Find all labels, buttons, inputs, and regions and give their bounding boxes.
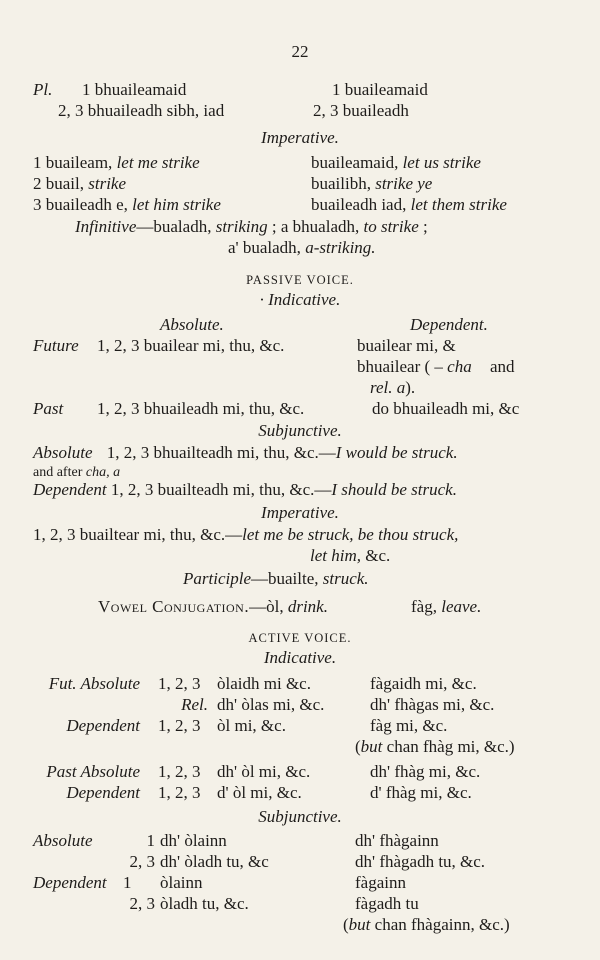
subj-dependent-label: Dependent bbox=[33, 873, 107, 892]
rel-text: dh' òlas mi, &c. bbox=[217, 695, 325, 714]
past-absolute-text: dh' òl mi, &c. bbox=[217, 762, 311, 781]
past-absolute-right: dh' fhàg mi, &c. bbox=[370, 762, 481, 781]
imperative-line-2-right: buailibh, strike ye bbox=[311, 174, 433, 193]
dependent-text: òl mi, &c. bbox=[217, 716, 286, 735]
subj-dependent-text-2: òladh tu, &c. bbox=[160, 894, 249, 913]
past-dependent-text: do bhuaileadh mi, &c bbox=[372, 399, 520, 418]
future-absolute-text: 1, 2, 3 buailear mi, thu, &c. bbox=[97, 336, 285, 355]
past-dependent-text: d' òl mi, &c. bbox=[217, 783, 302, 802]
subj-dependent-num-1: 1 bbox=[123, 873, 132, 892]
past-absolute-text: 1, 2, 3 bhuaileadh mi, thu, &c. bbox=[97, 399, 305, 418]
future-label: Future bbox=[33, 336, 79, 355]
subj-absolute-num-2: 2, 3 bbox=[129, 852, 155, 871]
fut-absolute-right: fàgaidh mi, &c. bbox=[370, 674, 477, 693]
subj-absolute-label: Absolute bbox=[33, 831, 93, 850]
subj-dependent-right-1: fàgainn bbox=[355, 873, 406, 892]
subj-absolute-right-2: dh' fhàgadh tu, &c. bbox=[355, 852, 486, 871]
past-absolute-label: Past Absolute bbox=[46, 762, 140, 781]
fut-absolute-nums: 1, 2, 3 bbox=[158, 674, 201, 693]
future-dependent-line-2: bhuailear ( – cha and bbox=[357, 357, 515, 376]
dependent-right: fàg mi, &c. bbox=[370, 716, 448, 735]
vowel-conjugation-line: Vowel Conjugation.—òl, drink. bbox=[98, 597, 328, 616]
subj-absolute-text-2: dh' òladh tu, &c bbox=[160, 852, 269, 871]
dependent-column-heading: Dependent. bbox=[410, 315, 488, 334]
imperative-line-1-left: 1 buaileam, let me strike bbox=[33, 153, 200, 172]
past-label: Past bbox=[33, 399, 64, 418]
participle-line: Participle—buailte, struck. bbox=[183, 569, 369, 588]
dependent-right-but: (but chan fhàg mi, &c.) bbox=[355, 737, 515, 756]
after-cha-note: and after cha, a bbox=[33, 465, 121, 480]
active-subjunctive-heading: Subjunctive. bbox=[258, 807, 342, 826]
subjunctive-dependent-line: Dependent 1, 2, 3 buailteadh mi, thu, &c.—I should be struck. bbox=[33, 480, 457, 499]
past-dependent-nums: 1, 2, 3 bbox=[158, 783, 201, 802]
fut-absolute-label: Fut. Absolute bbox=[48, 674, 140, 693]
plural-row1-right: 1 buaileamaid bbox=[332, 80, 428, 99]
subj-dependent-text-1: òlainn bbox=[160, 873, 203, 892]
imperative-line-2-left: 2 buail, strike bbox=[33, 174, 127, 193]
page-number: 22 bbox=[291, 42, 309, 61]
passive-imperative-heading: Imperative. bbox=[261, 503, 339, 522]
vowel-conjugation-right: fàg, leave. bbox=[411, 597, 482, 616]
imperative-line-3-right: buaileadh iad, let them strike bbox=[311, 195, 507, 214]
plural-row2-right: 2, 3 buaileadh bbox=[313, 101, 409, 120]
subjunctive-absolute-line: Absolute 1, 2, 3 bhuailteadh mi, thu, &c.—I would be struck. bbox=[33, 443, 458, 462]
imperative-line-1-right: buaileamaid, let us strike bbox=[311, 153, 481, 172]
subj-dependent-num-2: 2, 3 bbox=[129, 894, 155, 913]
passive-voice-heading: PASSIVE VOICE. bbox=[246, 273, 354, 287]
imperative-heading: Imperative. bbox=[261, 128, 339, 147]
subj-absolute-text-1: dh' òlainn bbox=[160, 831, 227, 850]
rel-label: Rel. bbox=[181, 695, 208, 714]
subj-dependent-right-3: (but chan fhàgainn, &c.) bbox=[343, 915, 510, 934]
plural-row1-left: 1 bhuaileamaid bbox=[82, 80, 187, 99]
subj-dependent-right-2: fàgadh tu bbox=[355, 894, 419, 913]
past-dependent-label: Dependent bbox=[66, 783, 140, 802]
passive-subjunctive-heading: Subjunctive. bbox=[258, 421, 342, 440]
infinitive-line-1: Infinitive—bualadh, striking ; a bhualadh, to strike ; bbox=[75, 217, 428, 236]
future-dependent-line-1: buailear mi, & bbox=[357, 336, 456, 355]
dependent-label: Dependent bbox=[66, 716, 140, 735]
absolute-column-heading: Absolute. bbox=[160, 315, 224, 334]
passive-imperative-line-2: let him, &c. bbox=[310, 546, 391, 565]
past-absolute-nums: 1, 2, 3 bbox=[158, 762, 201, 781]
subj-absolute-right-1: dh' fhàgainn bbox=[355, 831, 439, 850]
fut-absolute-text: òlaidh mi &c. bbox=[217, 674, 311, 693]
future-dependent-line-3: rel. a). bbox=[370, 378, 416, 397]
dependent-nums: 1, 2, 3 bbox=[158, 716, 201, 735]
rel-right: dh' fhàgas mi, &c. bbox=[370, 695, 495, 714]
subj-absolute-num-1: 1 bbox=[146, 831, 155, 850]
active-indicative-heading: Indicative. bbox=[263, 648, 337, 667]
imperative-line-3-left: 3 buaileadh e, let him strike bbox=[33, 195, 221, 214]
plural-label: Pl. bbox=[33, 80, 53, 99]
past-dependent-right: d' fhàg mi, &c. bbox=[370, 783, 472, 802]
passive-imperative-line-1: 1, 2, 3 buailtear mi, thu, &c.—let me be struck, be thou struck, bbox=[33, 525, 459, 544]
plural-row2-left: 2, 3 bhuaileadh sibh, iad bbox=[58, 101, 225, 120]
infinitive-line-2: a' bualadh, a-striking. bbox=[228, 238, 376, 257]
passive-indicative-heading: · Indicative. bbox=[259, 290, 341, 309]
active-voice-heading: ACTIVE VOICE. bbox=[248, 631, 352, 645]
